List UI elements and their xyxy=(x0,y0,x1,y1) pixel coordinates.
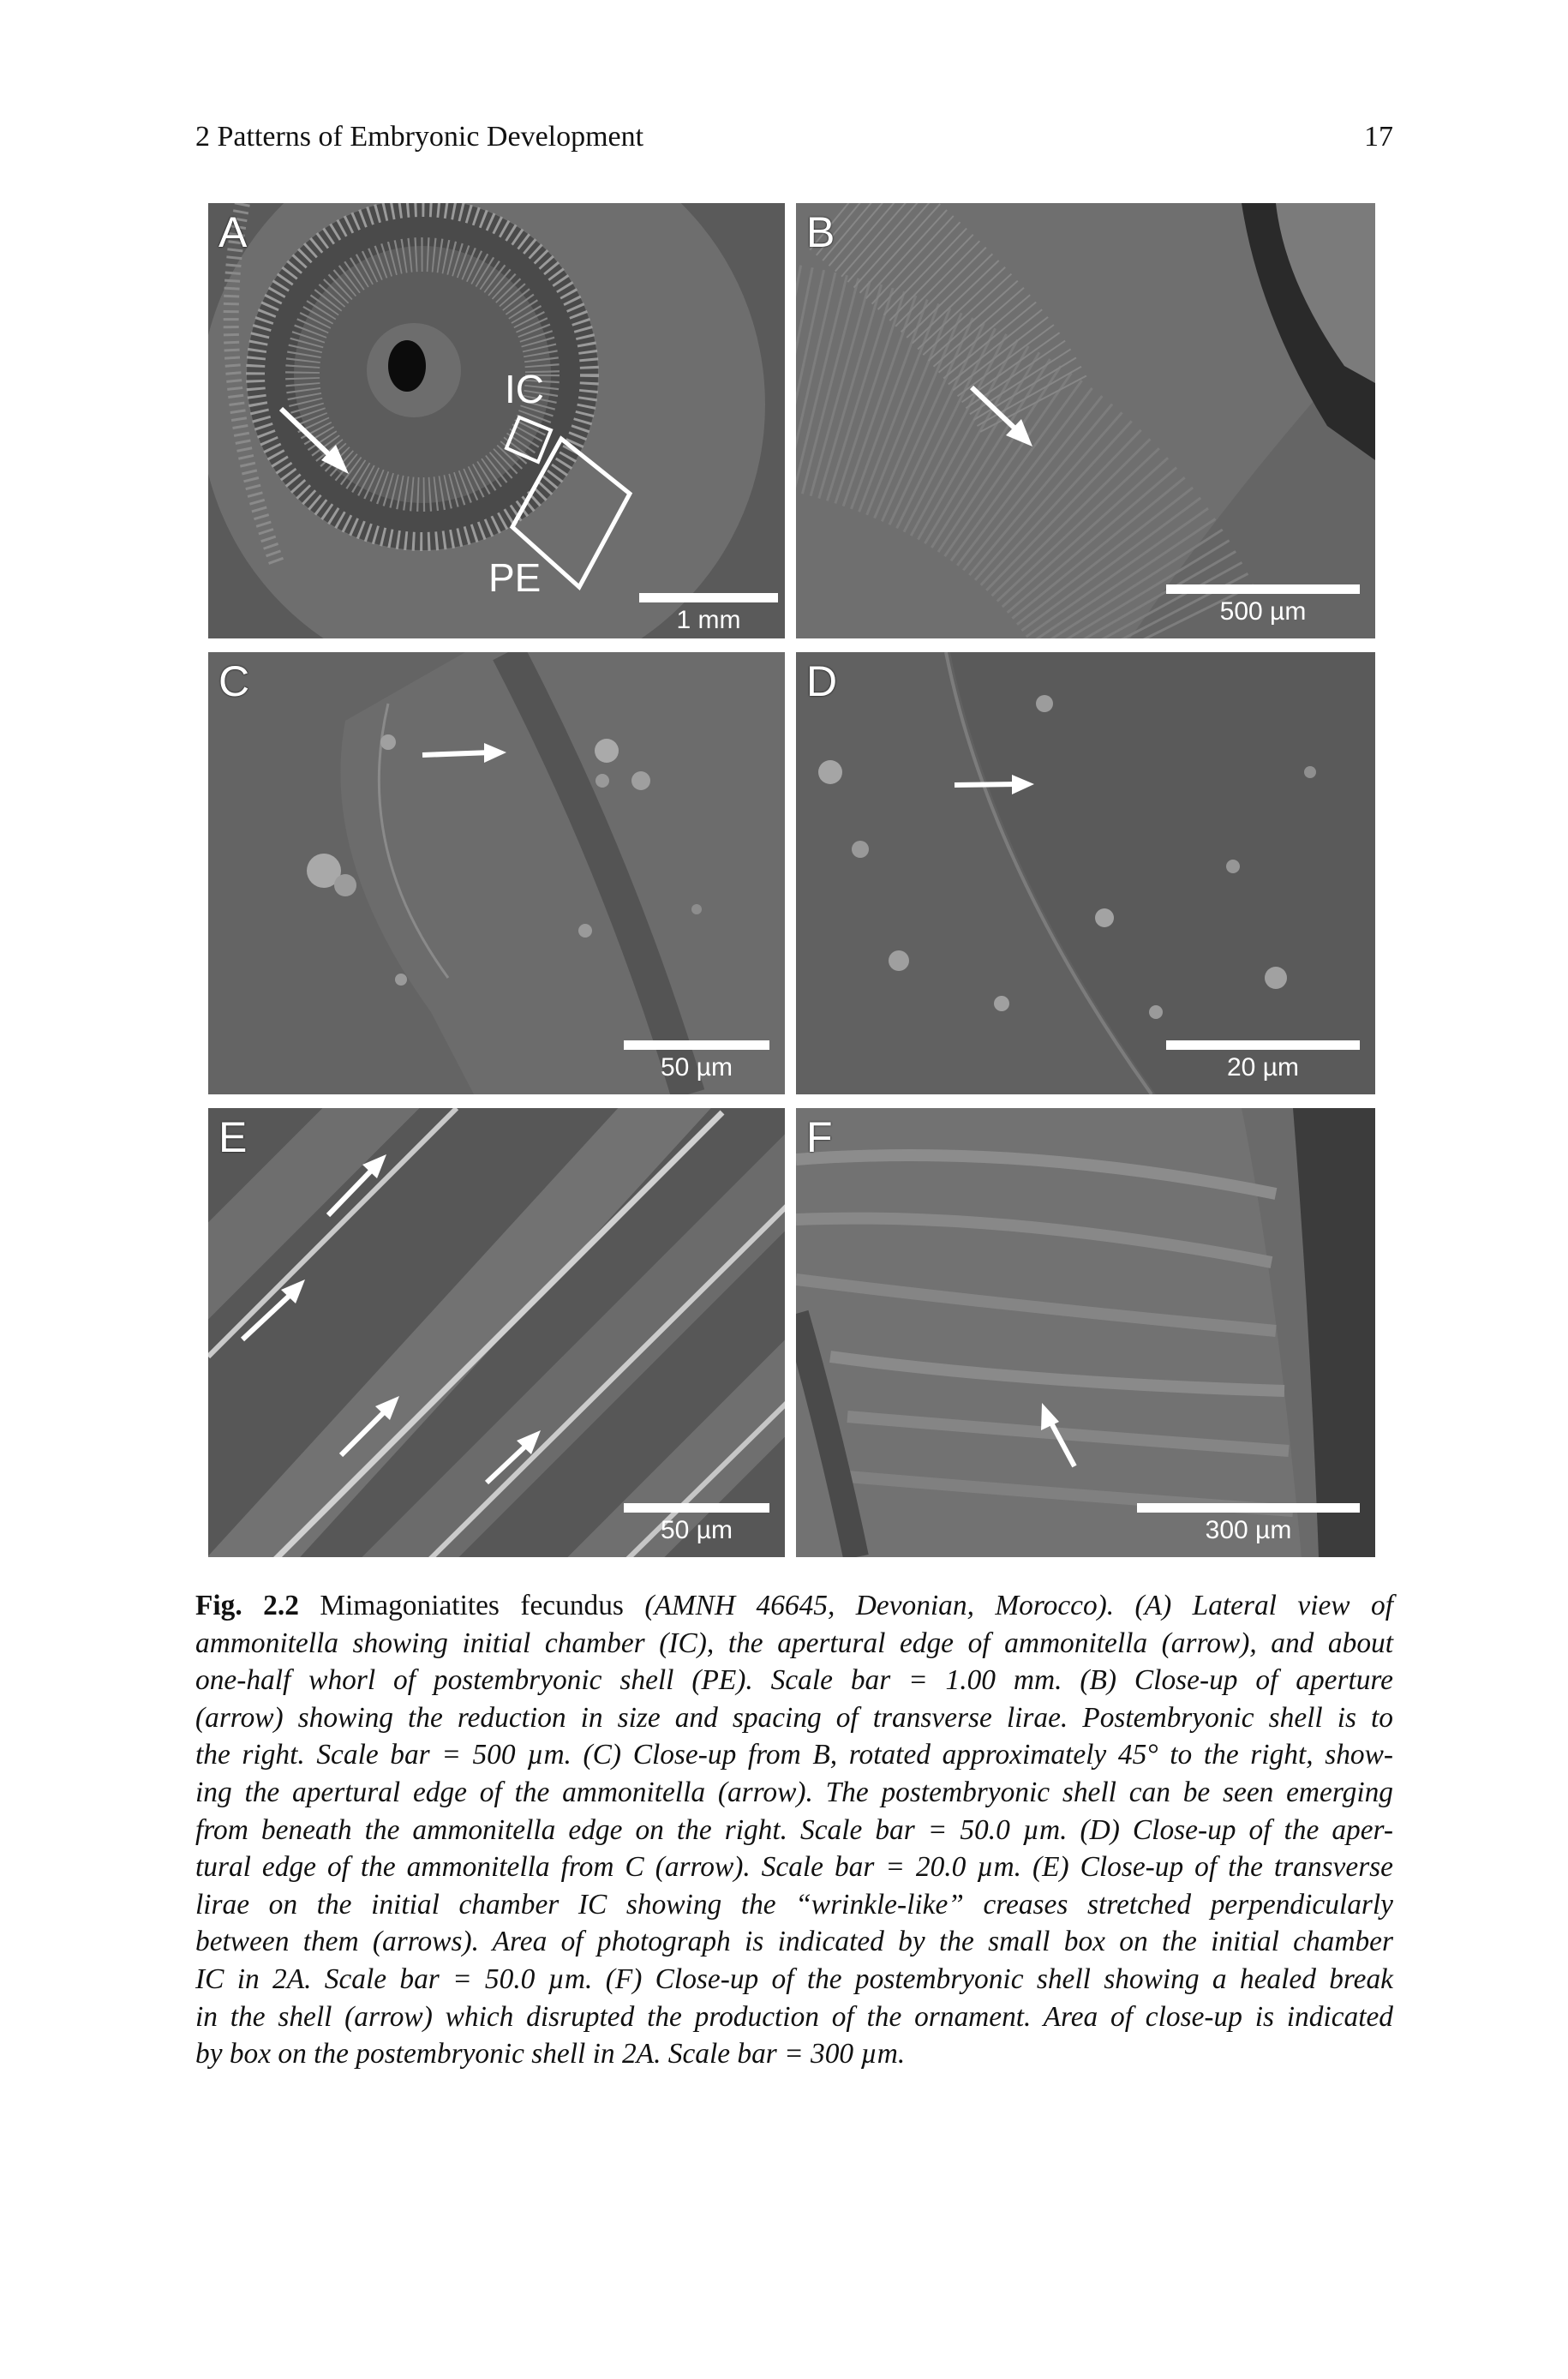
panel-e xyxy=(208,1108,785,1557)
species-name: Mimagoniatites fecundus xyxy=(298,1590,645,1621)
panel-e-scale-bar xyxy=(624,1503,769,1545)
panel-b-scale-text: 500 µm xyxy=(1219,597,1307,626)
panel-b-scale-bar xyxy=(1166,584,1360,626)
panel-d-scale-text: 20 µm xyxy=(1227,1053,1299,1082)
panel-b-label: B xyxy=(806,208,835,256)
figure-label: Fig. 2.2 xyxy=(195,1590,299,1621)
panel-c-sem-image xyxy=(208,652,785,1094)
caption-line: ing the apertural edge of the ammonitella (arrow). The postembryonic shell can be seen emerging xyxy=(195,1776,1393,1808)
panel-c xyxy=(208,652,785,1094)
panel-e-sem-image xyxy=(208,1108,785,1557)
panel-c-label: C xyxy=(218,657,250,705)
caption-line: from beneath the ammonitella edge on the right. Scale bar = 50.0 µm. (D) Close-up of the aper- xyxy=(195,1813,1393,1846)
caption-line: by box on the postembryonic shell in 2A. Scale bar = 300 µm. xyxy=(195,2038,906,2070)
panel-e-label: E xyxy=(218,1113,248,1161)
panel-a xyxy=(208,203,785,638)
caption-line: in the shell (arrow) which disrupted the production of the ornament. Area of close-up is indicated xyxy=(195,2000,1393,2033)
caption-line: ammonitella showing initial chamber (IC), the apertural edge of ammonitella (arrow), and about xyxy=(195,1627,1393,1659)
panel-e-scale-text: 50 µm xyxy=(661,1516,733,1544)
panel-c-scale-text: 50 µm xyxy=(661,1053,733,1082)
panel-a-label: A xyxy=(218,208,248,256)
panel-d xyxy=(796,652,1375,1094)
caption-line: tural edge of the ammonitella from C (arrow). Scale bar = 20.0 µm. (E) Close-up of the transverse xyxy=(195,1851,1393,1884)
caption-line: (arrow) showing the reduction in size and spacing of transverse lirae. Postembryonic shell is to xyxy=(195,1701,1393,1734)
panel-a-pe-label: PE xyxy=(488,555,542,600)
panel-d-label: D xyxy=(806,657,838,705)
panel-c-scale-bar xyxy=(624,1040,769,1082)
panel-b xyxy=(796,203,1375,638)
running-head xyxy=(195,118,1393,156)
panel-b-sem-image xyxy=(796,203,1375,638)
figure-2-2 xyxy=(208,203,1375,1557)
panel-a-scale-bar xyxy=(639,593,778,635)
caption-line: IC in 2A. Scale bar = 50.0 µm. (F) Close-up of the postembryonic shell showing a healed break xyxy=(195,1963,1393,1995)
caption-line: the right. Scale bar = 500 µm. (C) Close-up from B, rotated approximately 45° to the right, show- xyxy=(195,1739,1393,1771)
figure-caption xyxy=(195,1587,1393,2073)
caption-line: between them (arrows). Area of photograph is indicated by the small box on the initial chamber xyxy=(195,1926,1393,1958)
panel-a-scale-text: 1 mm xyxy=(676,606,741,634)
panel-a-ic-label: IC xyxy=(505,367,544,411)
running-head-title: 2 Patterns of Embryonic Development xyxy=(195,121,644,153)
caption-line: lirae on the initial chamber IC showing the “wrinkle-like” creases stretched perpendicularly xyxy=(195,1888,1393,1921)
caption-line xyxy=(195,1587,1393,1625)
page-number: 17 xyxy=(1364,121,1393,153)
panel-f xyxy=(796,1108,1375,1557)
panel-d-scale-bar xyxy=(1166,1040,1360,1082)
panel-f-scale-text: 300 µm xyxy=(1205,1516,1292,1544)
panel-f-scale-bar xyxy=(1137,1503,1360,1545)
panel-f-sem-image xyxy=(796,1108,1375,1557)
caption-line: one-half whorl of postembryonic shell (PE). Scale bar = 1.00 mm. (B) Close-up of aperture xyxy=(195,1664,1393,1697)
caption-line-1: (AMNH 46645, Devonian, Morocco). (A) Lateral view of xyxy=(644,1590,1393,1621)
panel-f-label: F xyxy=(806,1113,833,1161)
panel-d-sem-image xyxy=(796,652,1375,1094)
